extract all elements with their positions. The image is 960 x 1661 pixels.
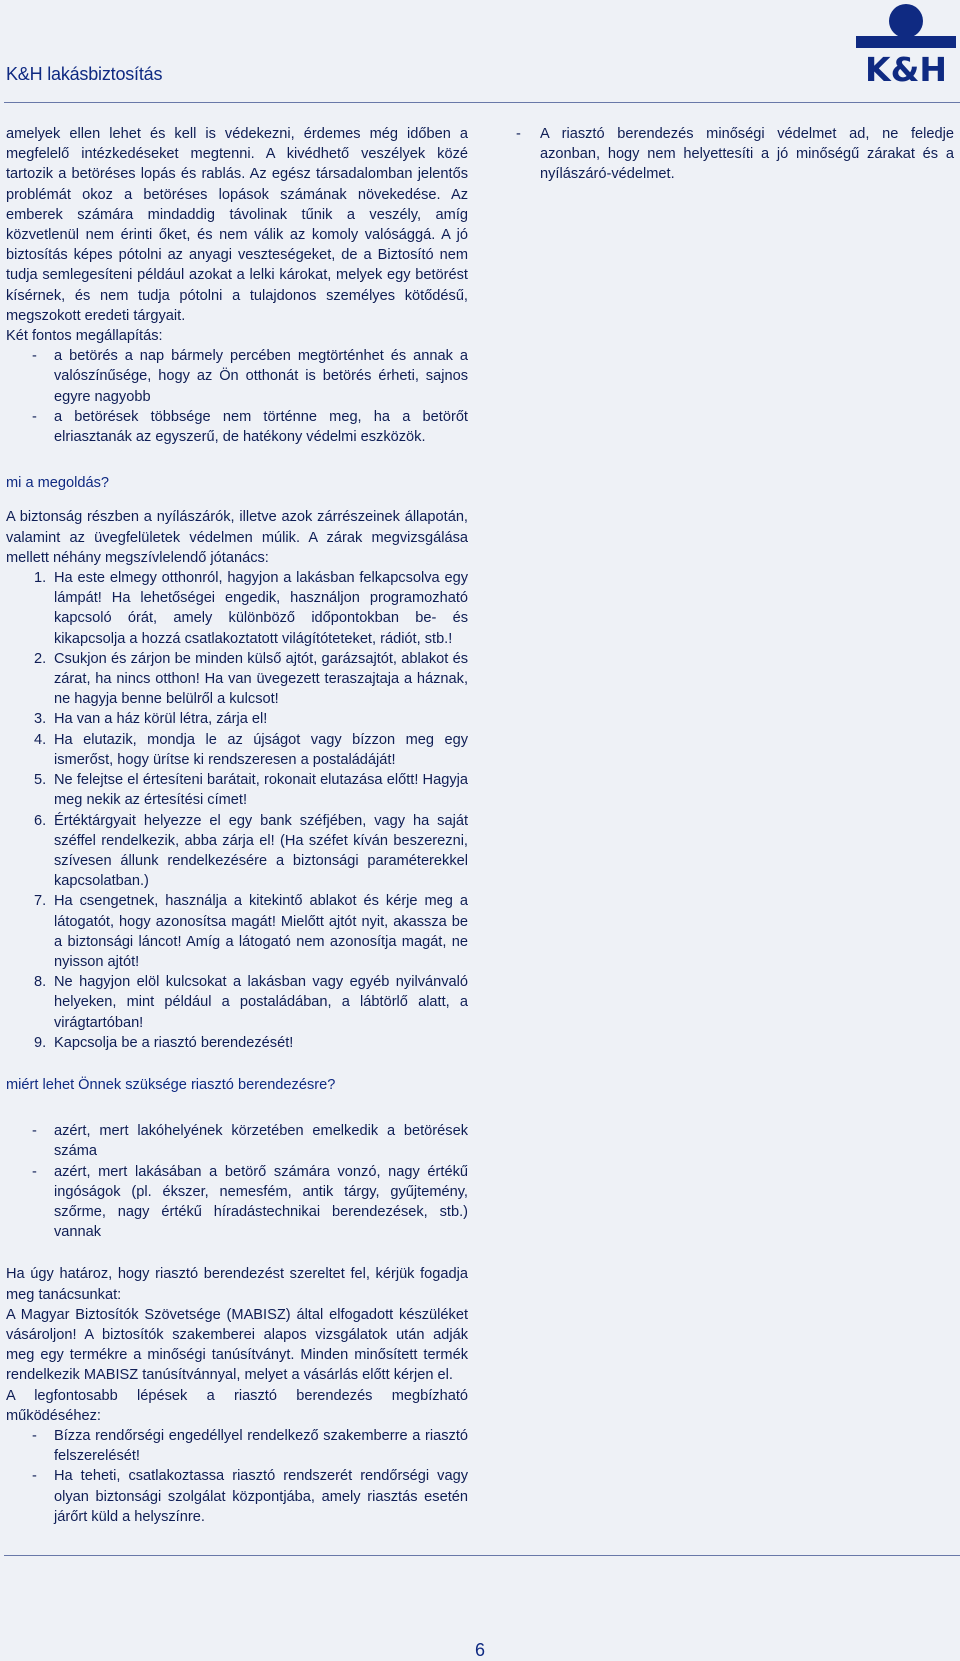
mabisz-paragraph: A Magyar Biztosítók Szövetsége (MABISZ) által elfogadott készüléket vásároljon! A biztosítók szakemberei alapos vizsgálatok után adják meg egy termékre a minőségi tanúsítványt. Minden minősített termék rendelkezik MABISZ tanúsítvánnyal, melyet a vásárlás előtt kérjen el. [6,1306,468,1384]
tip-number: 4. [34,731,47,748]
advice-block [6,1264,468,1527]
intro-paragraph: amelyek ellen lehet és kell is védekezni, érdemes még időben a megfelelő intézkedéseket megtenni. A kivédhető veszélyek közé tartozik a betöréses lopás és rablás. Az egész társadalomban jelentős problémát okoz a betöréses lopások számának növekedése. Az emberek számára mindaddig távolinak tűnik a veszély, amíg közvetlenül nem érinti őket, és nem válik az komoly valósággá. A jó biztosítás képes pótolni az anyagi veszteségeket, de a Biztosító nem tudja semlegesíteni például azokat a lelki károkat, melyek egy betörést kísérnek, és nem tudja pótolni a tulajdonos személyes kötődésű, megszokott eredeti tárgyait. [6,126,468,324]
solution-heading: mi a megoldás? [6,475,110,492]
list-item: 7. Ha csengetnek, használja a kitekintő ablakot és kérje meg a látogatót, hogy azonosítsa magát! Mielőtt ajtót nyit, akassza be a biztonsági láncot! Amíg a látogató nem azonosítja magát, ne nyisson ajtót! [34,893,468,970]
tips-list [6,568,468,1053]
left-column [6,124,468,1527]
tip-number: 1. [34,570,47,587]
dash-marker: - [32,1468,37,1485]
list-item: 2. Csukjon és zárjon be minden külső ajtót, garázsajtót, ablakot és zárat, ha nincs otthon! Ha van üvegezett teraszajtaja a háznak, ne hagyja benne belülről a kulcsot! [34,650,468,708]
dash-marker: - [516,126,521,142]
solution-intro: A biztonság részben a nyílászárók, illetve azok zárrészeinek állapotán, valamint az üvegfelületek védelmen múlik. A zárak megvizsgálása mellett néhány megszívlelendő jótanács: [6,509,468,566]
list-item: - Ha teheti, csatlakoztassa riasztó rendszerét rendőrségi vagy olyan biztonsági szolgálat központjába, amely riasztás esetén járőrt küld a helyszínre. [32,1468,468,1525]
advice-paragraph: Ha úgy határoz, hogy riasztó berendezést szereltet fel, kérjük fogadja meg tanácsunkat: [6,1266,468,1303]
document-title: K&H lakásbiztosítás [6,64,163,84]
list-item: 9. Kapcsolja be a riasztó berendezését! [6,1033,468,1053]
list-item: - azért, mert lakásában a betörő számára vonzó, nagy értékű ingóságok (pl. ékszer, nemesfém, antik tárgy, gyűjtemény, szőrme, nagy értékű híradástechnikai berendezések, stb.) vannak [32,1163,468,1241]
tip-number: 3. [34,711,47,728]
tip-number: 6. [34,812,47,829]
dash-marker: - [32,1163,37,1180]
steps-label: A legfontosabb lépések a riasztó berendezés megbízható működéséhez: [6,1387,468,1424]
logo-bar [856,36,956,48]
kh-logo-mark [854,2,958,84]
dash-marker: - [32,408,37,425]
findings-label: Két fontos megállapítás: [6,328,163,345]
tip-number: 2. [34,650,47,667]
dash-marker: - [32,348,37,365]
list-item: 6. Értéktárgyait helyezze el egy bank széfjében, vagy ha saját széffel rendelkezik, abba zárja el! (Ha széfet kíván beszerezni, szívesen állunk rendelkezésére a biztonsági paraméterekkel kapcsolatban.) [34,812,468,890]
dash-marker: - [32,1427,37,1444]
list-item: - a betörések többsége nem történne meg, ha a betörőt elriasztanák az egyszerű, de hatékony védelmi eszközök. [32,408,468,446]
list-item: 3. Ha van a ház körül létra, zárja el! [6,709,468,729]
list-item: 8. Ne hagyjon elöl kulcsokat a lakásban vagy egyéb nyilvánvaló helyeken, mint például a postaládában, a lábtörlő alatt, a virágtartóban! [34,974,468,1031]
footer-divider [4,1555,960,1556]
list-item: - azért, mert lakóhelyének körzetében emelkedik a betörések száma [32,1123,468,1160]
kh-logo [854,2,958,84]
list-item: - a betörés a nap bármely percében megtörténhet és annak a valószínűsége, hogy az Ön otthonát is betörés érheti, sajnos egyre nagyobb [32,348,468,405]
list-item: - A riasztó berendezés minőségi védelmet ad, ne feledje azonban, hogy nem helyettesíti a jó minőségű zárakat és a nyílászáró-védelmet. [516,126,954,183]
tip-number: 7. [34,893,47,910]
steps-list [6,1426,468,1527]
findings-list [6,346,468,447]
list-item: 4. Ha elutazik, mondja le az újságot vagy bízzon meg egy ismerőst, hogy ürítse ki rendszeresen a postaládáját! [34,731,468,768]
tip-number: 9. [34,1034,47,1051]
page-number: 6 [474,1640,485,1660]
tip-number: 5. [34,772,47,789]
list-item: 1. Ha este elmegy otthonról, hagyjon a lakásban felkapcsolva egy lámpát! Ha lehetőségei engedik, használjon programozható kapcsoló órát, amely különböző időpontokban be- és kikapcsolja a hozzá csatlakoztatott világítóteteket, rádiót, stb.! [34,570,468,647]
dash-marker: - [32,1123,37,1140]
list-item: - Bízza rendőrségi engedéllyel rendelkező szakemberre a riasztó felszerelését! [32,1427,468,1465]
tip-number: 8. [34,974,47,991]
right-list [516,124,954,185]
logo-text: K&H [865,50,947,84]
right-column [516,124,954,185]
logo-circle [889,4,923,38]
why-list [6,1121,468,1242]
list-item: 5. Ne felejtse el értesíteni barátait, rokonait elutazása előtt! Hagyja meg nekik az értesítési címet! [34,772,468,809]
why-heading: miért lehet Önnek szüksége riasztó berendezésre? [6,1076,336,1093]
header-divider [4,102,960,103]
